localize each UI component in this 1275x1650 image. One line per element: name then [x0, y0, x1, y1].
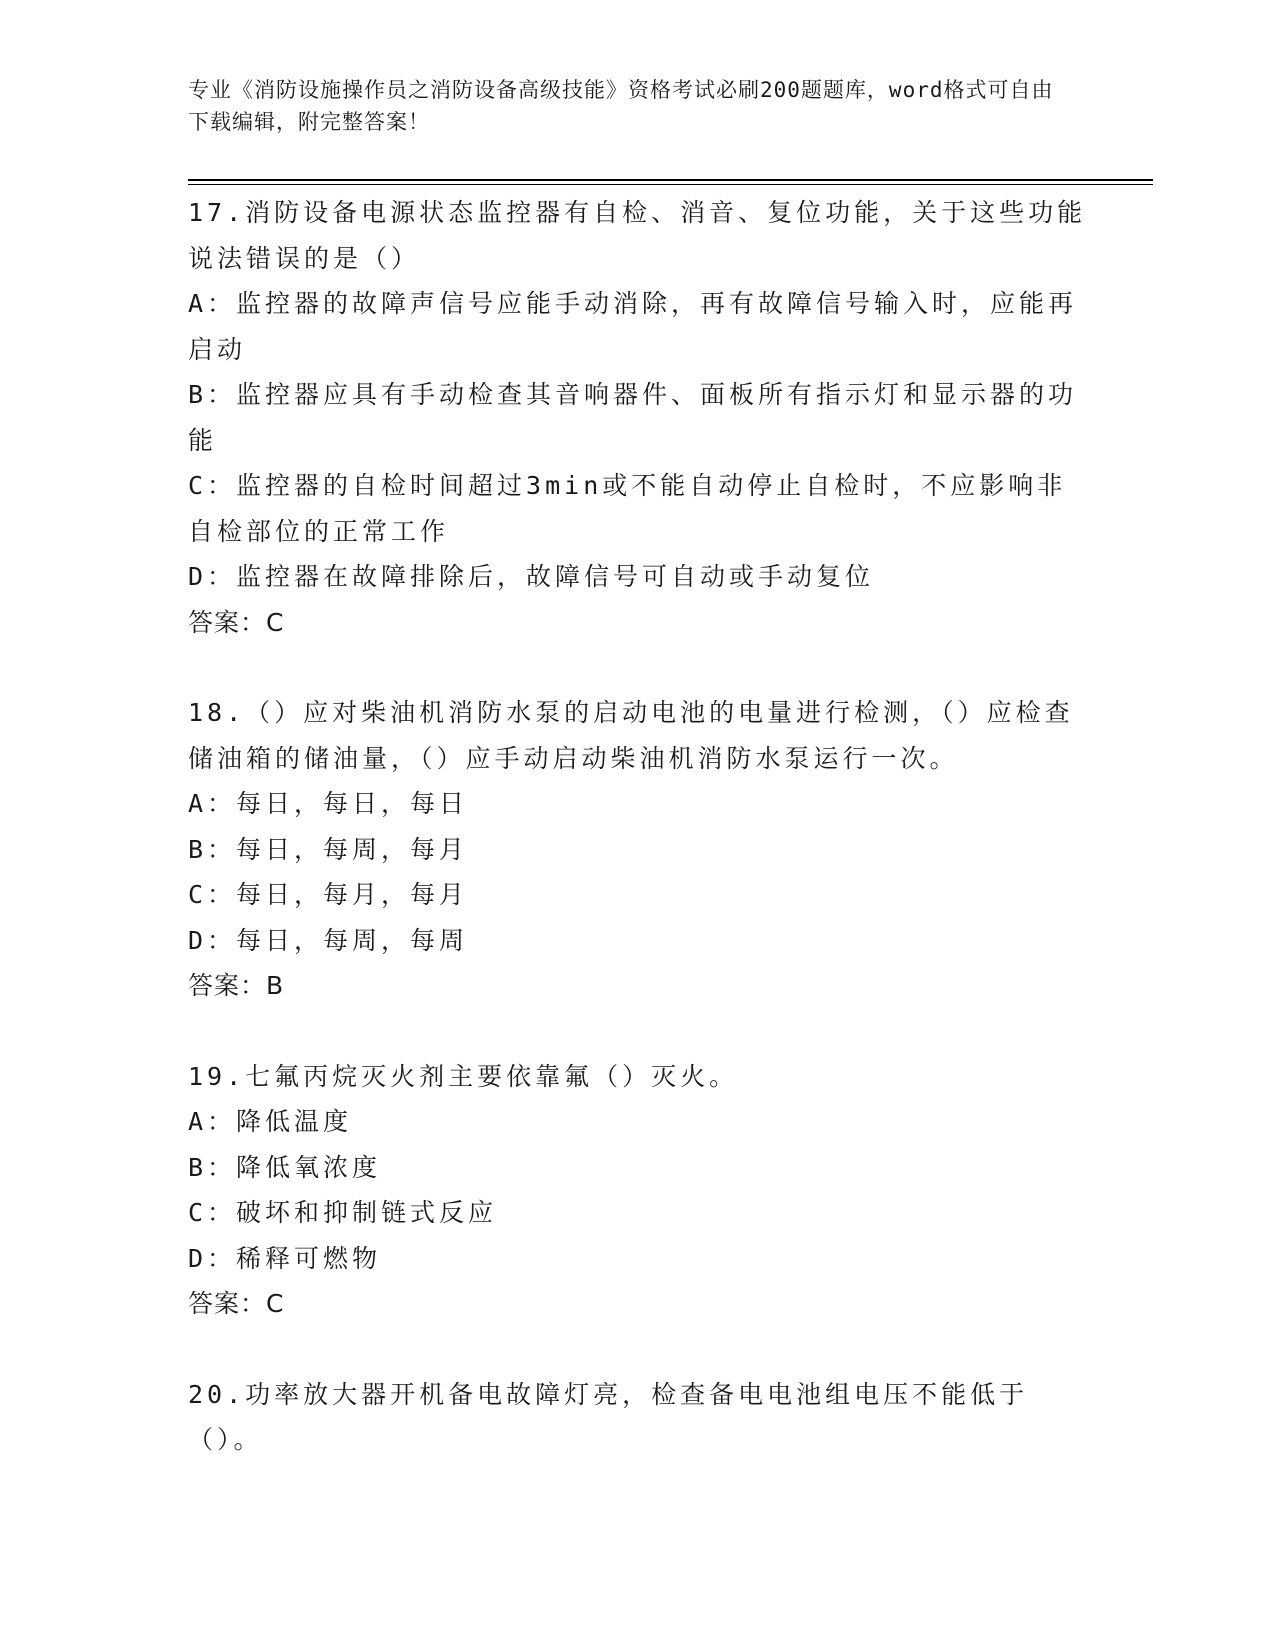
option-d: D：每日，每周，每周 [188, 925, 469, 955]
option-a: A：每日，每日，每日 [188, 789, 469, 818]
option-b: B：监控器应具有手动检查其音响器件、面板所有指示灯和显示器的功能 [188, 380, 1078, 455]
question-20 [188, 1372, 1088, 1463]
option-c: C：监控器的自检时间超过3min或不能自动停止自检时，不应影响非自检部位的正常工作 [188, 471, 1067, 546]
question-17 [188, 190, 1088, 645]
option-d: D：稀释可燃物 [188, 1243, 382, 1273]
option-b: B：每日，每周，每月 [188, 834, 469, 864]
option-c: C：破坏和抑制链式反应 [188, 1198, 498, 1227]
question-19 [188, 1054, 1088, 1327]
option-a: A：降低温度 [188, 1107, 353, 1136]
document-header [188, 74, 1068, 138]
question-18 [188, 690, 1088, 1009]
option-c: C：每日，每月，每月 [188, 880, 469, 909]
answer-line: 答案：C [188, 607, 285, 637]
question-stem: 19.七氟丙烷灭火剂主要依靠氟（）灭火。 [188, 1061, 739, 1091]
answer-line: 答案：C [188, 1289, 285, 1318]
question-stem: 20.功率放大器开机备电故障灯亮，检查备电电池组电压不能低于（）。 [188, 1379, 1029, 1454]
header-rule-thick [188, 179, 1153, 181]
option-b: B：降低氧浓度 [188, 1152, 382, 1182]
option-a: A：监控器的故障声信号应能手动消除，再有故障信号输入时，应能再启动 [188, 289, 1078, 364]
option-d: D：监控器在故障排除后，故障信号可自动或手动复位 [188, 562, 875, 591]
question-stem: 17.消防设备电源状态监控器有自检、消音、复位功能，关于这些功能说法错误的是（） [188, 198, 1087, 273]
question-stem: 18.（）应对柴油机消防水泵的启动电池的电量进行检测，（）应检查储油箱的储油量，（）应手动启动柴油机消防水泵运行一次。 [188, 698, 1074, 773]
header-text: 专业《消防设施操作员之消防设备高级技能》资格考试必刷200题题库，word格式可自由下载编辑，附完整答案！ [188, 78, 1054, 134]
answer-line: 答案：B [188, 971, 285, 1000]
question-list [188, 190, 1088, 1463]
header-rule-thin [188, 184, 1153, 185]
